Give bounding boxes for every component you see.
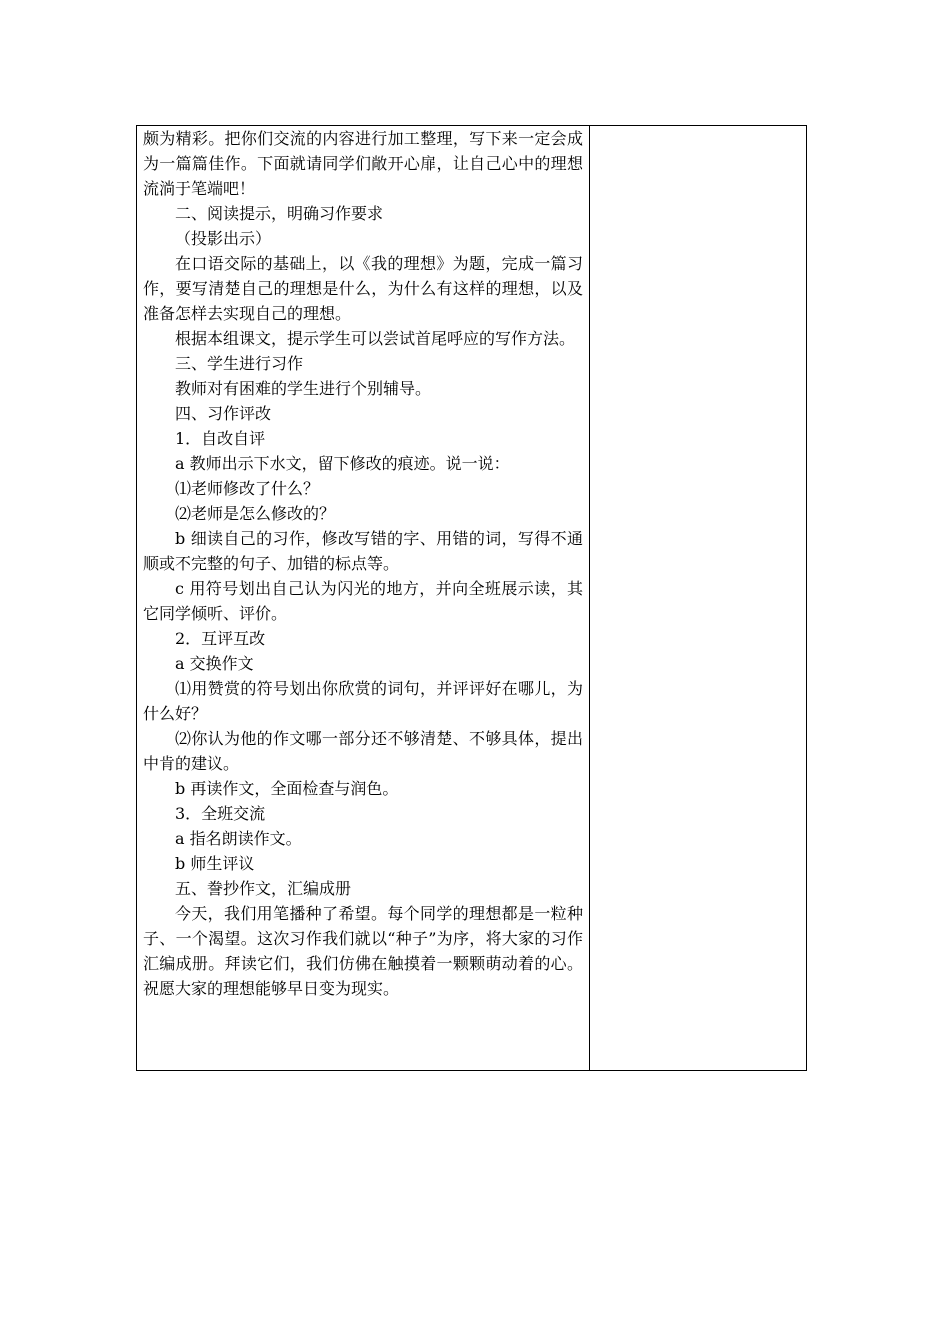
paragraph: 3．全班交流 [175, 804, 266, 823]
paragraph: 1．自改自评 [175, 429, 266, 448]
paragraph: 三、学生进行习作 [175, 354, 304, 373]
paragraph: ⑴用赞赏的符号划出你欣赏的词句，并评评好在哪儿，为什么好？ [143, 679, 583, 723]
paragraph: a 指名朗读作文。 [175, 829, 302, 848]
paragraph: 五、誊抄作文，汇编成册 [175, 879, 352, 898]
table-row [137, 126, 807, 1071]
paragraph: 2．互评互改 [175, 629, 266, 648]
paragraph: ⑴老师修改了什么？ [175, 479, 320, 498]
paragraph: b 师生评议 [175, 854, 255, 873]
paragraph: 根据本组课文，提示学生可以尝试首尾呼应的写作方法。 [175, 329, 576, 348]
paragraph: b 再读作文，全面检查与润色。 [175, 779, 399, 798]
paragraph: 在口语交际的基础上，以《我的理想》为题，完成一篇习作，要写清楚自己的理想是什么，为什么有这样的理想，以及准备怎样去实现自己的理想。 [143, 254, 583, 323]
paragraph: c 用符号划出自己认为闪光的地方，并向全班展示读，其它同学倾听、评价。 [143, 579, 583, 623]
paragraph: ⑵你认为他的作文哪一部分还不够清楚、不够具体，提出中肯的建议。 [143, 729, 583, 773]
paragraph: ⑵老师是怎么修改的？ [175, 504, 336, 523]
paragraph: 二、阅读提示，明确习作要求 [175, 204, 384, 223]
teaching-process-text [137, 126, 589, 1001]
paragraph: b 细读自己的习作，修改写错的字、用错的词，写得不通顺或不完整的句子、加错的标点等。 [143, 529, 583, 573]
paragraph: （投影出示） [175, 229, 272, 248]
paragraph: a 交换作文 [175, 654, 254, 673]
paragraph: 教师对有困难的学生进行个别辅导。 [175, 379, 432, 398]
paragraph: a 教师出示下水文，留下修改的痕迹。说一说： [175, 454, 510, 473]
paragraph: 今天，我们用笔播种了希望。每个同学的理想都是一粒种子、一个渴望。这次习作我们就以“种子”为序，将大家的习作汇编成册。拜读它们，我们仿佛在触摸着一颗颗萌动着的心。祝愿大家的理想能够早日变为现实。 [143, 904, 583, 998]
lesson-plan-table [136, 125, 807, 1071]
notes-cell [590, 126, 807, 1071]
paragraph: 四、习作评改 [175, 404, 272, 423]
paragraph: 颇为精彩。把你们交流的内容进行加工整理，写下来一定会成为一篇篇佳作。下面就请同学们敞开心扉，让自己心中的理想流淌于笔端吧！ [143, 129, 583, 198]
teaching-process-cell [137, 126, 590, 1071]
